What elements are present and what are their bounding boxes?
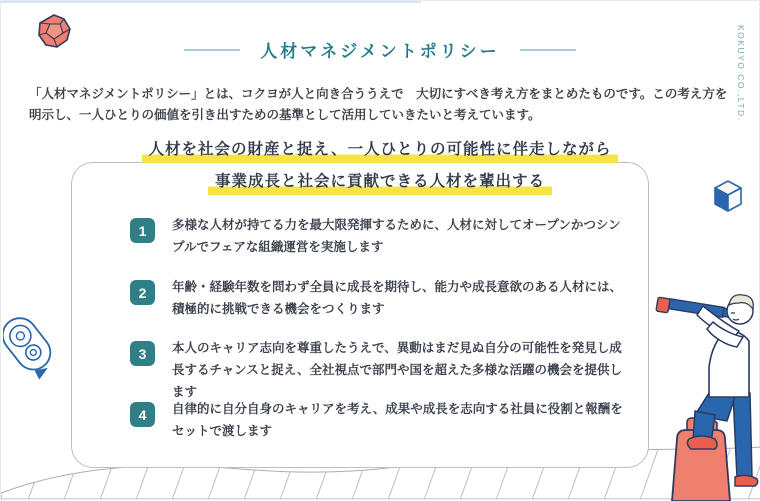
intro-paragraph: 「人材マネジメントポリシー」とは、コクヨが人と向き合ううえで 大切にすべき考え方をまとめたものです。この考え方を明示し、一人ひとりの価値を引き出すための基準として活用していきたいと考えています。 (29, 86, 728, 122)
person-telescope-illustration (647, 281, 760, 501)
policy-card (71, 162, 649, 468)
policy-item-2 (130, 277, 630, 321)
policy-text-4: 自律的に自分自身のキャリアを考え、成果や成長を志向する社員に役割と報酬をセットで渡します (172, 402, 623, 438)
page-title-row (1, 37, 759, 62)
title-left-dash (184, 49, 240, 51)
headline-block (1, 134, 759, 195)
page-top-edge-line (1, 1, 421, 3)
policy-text-1: 多様な人材が持てる力を最大限発揮するために、人材に対してオープンかつシンプルでフェアな組織運営を実施します (172, 218, 621, 254)
policy-text-3: 本人のキャリア志向を尊重したうえで、異動はまだ見ぬ自分の可能性を発見し成長するチャンスと捉え、全社視点で部門や国を超えた多様な活躍の機会を提供します (172, 341, 623, 399)
policy-item-4 (130, 399, 630, 443)
policy-text-2: 年齢・経験年数を問わず全員に成長を期待し、能力や成長意欲のある人材には、積極的に挑戦できる機会をつくります (172, 280, 623, 316)
headline-line-2: 事業成長と社会に貢献できる人材を輩出する (208, 166, 552, 195)
title-right-dash (520, 49, 576, 51)
policy-item-1 (130, 215, 630, 259)
page-title: 人材マネジメントポリシー (260, 42, 500, 61)
correction-tape-icon (3, 309, 61, 381)
policy-number-badge-3: 3 (130, 341, 155, 366)
policy-item-3 (130, 338, 630, 404)
brand-vertical-text: KOKUYO CO.,LTD. (736, 25, 746, 122)
policy-number-badge-2: 2 (130, 280, 155, 305)
policy-number-badge-4: 4 (130, 402, 155, 427)
policy-number-badge-1: 1 (130, 218, 155, 243)
headline-line-1: 人材を社会の財産と捉え、一人ひとりの可能性に伴走しながら (142, 134, 619, 163)
